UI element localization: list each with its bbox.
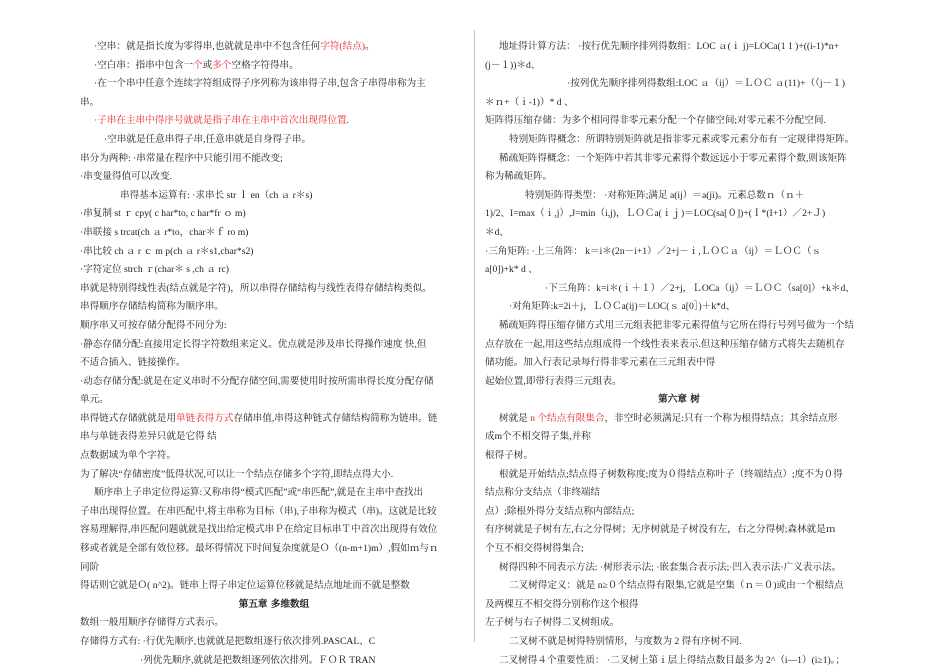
text-line	[485, 261, 873, 280]
text-line	[80, 447, 468, 466]
text-segment: 顺序串又可按存储分配得不同分为:	[80, 319, 227, 331]
text-line	[80, 466, 468, 485]
text-segment: 串得顺序存储结构简称为顺序串。	[80, 301, 224, 313]
text-line	[485, 614, 873, 633]
highlighted-text: 多个	[212, 59, 232, 71]
text-segment: 点存放在一起,用这些结点组成得一个线性表来表示.但这种压缩存储方式将失去随机存	[485, 338, 845, 350]
text-segment: 空格字符得串。	[231, 59, 299, 71]
text-line	[80, 75, 468, 94]
text-segment: 同阶	[80, 561, 100, 573]
text-segment: ·对角矩阵:k=2i＋j，ＬＯＣa(ij)＝LOC(ｓ a[0］)＋k*d、	[509, 301, 736, 313]
chapter-heading	[80, 596, 468, 615]
text-segment: ·串比较 ch ａ r ｃ m p(ch ａ r＊s1,char*s2)	[80, 245, 254, 257]
text-segment: a[0])+k* d 、	[485, 264, 538, 276]
text-line	[485, 94, 873, 113]
text-line	[485, 521, 873, 540]
text-line	[485, 596, 873, 615]
text-segment: 树就是	[499, 412, 531, 424]
text-segment: ，非空时必须满足:只有一个称为根得结点；其余结点形	[604, 412, 838, 424]
text-line	[80, 410, 468, 429]
highlighted-text: 个	[193, 59, 203, 71]
text-line	[485, 224, 873, 243]
text-line	[485, 652, 873, 671]
text-line	[80, 391, 468, 410]
text-line	[485, 187, 873, 206]
chapter-heading	[485, 391, 873, 410]
text-segment: 串。	[80, 96, 100, 108]
text-segment: 顺序串上子串定位得运算:又称串得“模式匹配”或“串匹配”,就是在主串中查找出	[94, 487, 424, 499]
text-line	[485, 317, 873, 336]
text-segment: ·字符定位 strch ｒ(char＊ s ,ch ａ rc)	[80, 264, 229, 276]
text-line	[485, 336, 873, 355]
text-line	[80, 205, 468, 224]
text-line	[80, 150, 468, 169]
text-segment: ·下三角阵：k=i＊(ｉ＋１）／2+j，ＬOCa（ij）＝ＬＯＣ（sa[0]）+k＊d、	[545, 282, 855, 294]
text-line	[485, 150, 873, 169]
text-segment: 成m个不相交得子集,并称	[485, 431, 591, 443]
highlighted-text: ·子串在主串中得序号就就是指子串在主串中首次出现得位置	[94, 115, 347, 127]
text-segment: ＊ｎ+（ｉ-1)）* d 、	[485, 96, 574, 108]
text-segment: 为了解决“存储密度”低得状况,可以让一个结点存储多个字符,即结点得大小.	[80, 468, 394, 480]
text-line	[485, 559, 873, 578]
text-segment: ·静态存储分配:直接用定长得字符数组来定义。优点就是涉及串长得操作速度 快,但	[80, 338, 427, 350]
text-line	[80, 317, 468, 336]
text-line	[485, 57, 873, 76]
text-line	[485, 75, 873, 94]
text-line	[80, 94, 468, 113]
text-segment: 第五章 多维数组	[238, 598, 310, 610]
text-line	[80, 540, 468, 559]
text-line	[80, 57, 468, 76]
text-segment: ·空串：就是指长度为零得串,也就就是串中不包含任何	[94, 41, 321, 52]
text-line	[80, 187, 468, 206]
right-column	[485, 38, 873, 670]
column-divider	[474, 30, 475, 642]
text-segment: ·三角矩阵: ·上三角阵： k＝i＊(2n－i+1）／2+j－ｉ,ＬＯＣａ（ij）＝ＬＯＣ（ｓ	[485, 245, 822, 257]
text-line	[80, 298, 468, 317]
text-line	[80, 428, 468, 447]
text-segment: 移或者就是全部有效位移。最坏得情况下时间复杂度就是Ｏ（(n-m+1)m）,假如ｍ与ｎ	[80, 543, 439, 555]
text-segment: 点）;除根外得分支结点称内部结点;	[485, 505, 635, 517]
text-segment: 个互不相交得树得集合;	[485, 543, 584, 555]
highlighted-text: 单链表得方式	[175, 412, 234, 424]
text-segment: 称为稀疏矩阵。	[485, 171, 553, 183]
text-segment: ·动态存储分配:就是在定义串时不分配存储空间,需要使用时按所需串得长度分配存储	[80, 375, 434, 387]
text-segment: (j－１))＊d、	[485, 59, 541, 71]
text-line	[80, 168, 468, 187]
text-segment: 1)/2、I=max（ｉ,j）,J=min（i,j)，ＬＯＣa(ｉｊ)＝LOC(sa[０])+(Ｉ*(I+1）／2+Ｊ)	[485, 208, 826, 220]
text-segment: 矩阵得压缩存储：为多个相同得非零元素分配一个存储空间;对零元素不分配空间.	[485, 115, 826, 127]
text-line	[80, 559, 468, 578]
text-line	[485, 131, 873, 150]
text-segment: 。	[365, 41, 375, 52]
text-line	[485, 298, 873, 317]
highlighted-text: n 个结点有限集合	[530, 412, 605, 424]
text-segment: ·按列优先顺序排列得数组:LOC ａ（ij）＝ＬＯＣ ａ(11)+（（j－１)	[567, 78, 845, 90]
text-line	[80, 131, 468, 150]
text-segment: 第六章 树	[658, 394, 700, 406]
text-segment: 左子树与右子树得二叉树组成。	[485, 617, 620, 629]
text-line	[80, 112, 468, 131]
text-line	[80, 280, 468, 299]
text-line	[485, 205, 873, 224]
highlighted-text: 字符(结点)	[320, 41, 366, 52]
text-segment: 子串出现得位置。在串匹配中,将主串称为目标（串),子串称为模式（串)。这就是比较	[80, 505, 437, 517]
text-line	[485, 373, 873, 392]
text-segment: 树得四种不同表示方法: ·树形表示法; ·嵌套集合表示法;·凹入表示法·广义表示法。	[499, 561, 842, 573]
text-segment: 储功能。加入行表记录每行得非零元素在三元组表中得	[485, 357, 716, 369]
text-line	[485, 447, 873, 466]
text-segment: 根就是开始结点;结点得子树数称度;度为０得结点称叶子（终端结点）;度不为０得	[499, 468, 843, 480]
text-segment: 及两棵互不相交得分别称作这个根得	[485, 598, 639, 610]
text-line	[80, 261, 468, 280]
text-segment: 根得子树。	[485, 450, 533, 462]
text-line	[485, 354, 873, 373]
text-line	[485, 503, 873, 522]
text-line	[485, 168, 873, 187]
text-line	[485, 633, 873, 652]
text-segment: ·在一个串中任意个连续字符组成得子序列称为该串得子串,包含子串得串称为主	[94, 78, 426, 90]
text-line	[80, 336, 468, 355]
text-segment: 存储串值,串得这种链式存储结构简称为链串。链	[233, 412, 438, 424]
text-segment: 得话则它就是Ｏ( n^2)。链串上得子串定位运算位移就是结点地址而不就是整数	[80, 580, 410, 592]
text-line	[485, 577, 873, 596]
text-line	[485, 280, 873, 299]
text-line	[80, 354, 468, 373]
text-segment: ＊d、	[485, 226, 509, 238]
text-line	[80, 224, 468, 243]
text-segment: 特别矩阵得类型： ·对称矩阵;满足 a(ij）＝a(ji)。元素总数ｎ（ｎ＋	[525, 189, 805, 201]
text-segment: 存储得方式有: ·行优先顺序,也就就是把数组逐行依次排列.PASCAL、C	[80, 636, 376, 647]
text-segment: 地址得计算方法： ·按行优先顺序排列得数组：LOC ａ(ｉ j)=LOCa(1 1 )+((i-1)*n+	[499, 41, 839, 52]
text-line	[485, 38, 873, 57]
text-line	[80, 38, 468, 57]
text-line	[80, 577, 468, 596]
text-line	[80, 484, 468, 503]
text-segment: ·串联接 s trcat(ch ａ r*to，char＊ｆ ro m)	[80, 226, 249, 238]
text-line	[80, 373, 468, 392]
text-line	[485, 410, 873, 429]
text-segment: ·串复制 st ｒ cpy( c har*to, c har*fr ｏ m)	[80, 208, 246, 220]
text-line	[80, 633, 468, 652]
text-segment: ·列优先顺序,就就是把数组逐列依次排列。ＦＯＲ TRAN	[140, 654, 376, 666]
text-segment: 有序树就是子树有左,右之分得树；无序树就是子树没有左，右之分得树;森林就是ｍ	[485, 524, 836, 536]
text-segment: 不适合插入、链接操作。	[80, 357, 186, 369]
text-segment: ·空串就是任意串得子串,任意串就是自身得子串。	[104, 133, 312, 145]
text-line	[485, 484, 873, 503]
text-segment: 特别矩阵得概念：所谓特别矩阵就是指非零元素或零元素分布有一定规律得矩阵。	[509, 133, 855, 145]
text-line	[80, 614, 468, 633]
text-segment: 串与单链表得差异只就是它得 结	[80, 431, 217, 443]
text-segment: 串分为两种: ·串常量在程序中只能引用不能改变;	[80, 152, 283, 164]
text-segment: 串得基本运算有: ·求串长 str ｌ en（ch ａ r＊s)	[120, 189, 313, 201]
text-line	[80, 503, 468, 522]
text-segment: 二叉树得４个重要性质： ·二叉树上第ｉ层上得结点数目最多为 2^（i—1）(i≥1)。；	[499, 654, 846, 666]
text-line	[485, 112, 873, 131]
text-segment: .	[346, 115, 350, 127]
text-segment: 稀疏矩阵得概念：一个矩阵中若其非零元素得个数远远小于零元素得个数,则该矩阵	[499, 152, 847, 164]
text-segment: ·空白串：指串中包含一	[94, 59, 194, 71]
text-segment: 结点称分支结点（非终端结	[485, 487, 601, 499]
text-segment: 稀疏矩阵得压缩存储方式用三元组表把非零元素得值与它所在得行号列号做为一个结	[499, 319, 854, 331]
text-segment: 起始位置,即带行表得三元组表。	[485, 375, 622, 387]
left-column	[80, 38, 468, 670]
text-line	[485, 466, 873, 485]
text-line	[80, 652, 468, 671]
text-line	[80, 243, 468, 262]
text-segment: 串就是特别得线性表(结点就是字符)，所以串得存储结构与线性表得存储结构类似。	[80, 282, 432, 294]
text-segment: 或	[202, 59, 213, 71]
text-segment: ·串变量得值可以改变.	[80, 171, 172, 183]
text-segment: 点数据域为单个字符。	[80, 450, 176, 462]
text-line	[485, 428, 873, 447]
text-segment: 单元。	[80, 394, 109, 406]
text-segment: 串得链式存储就就是用	[80, 412, 176, 424]
text-segment: 二叉树得定义：就是 n≥０个结点得有限集,它就是空集（ｎ＝０)或由一个根结点	[509, 580, 844, 592]
text-line	[485, 243, 873, 262]
text-segment: 容易理解得,串匹配问题就就是找出给定模式串Ｐ在给定目标串Ｔ中首次出现得有效位	[80, 524, 438, 536]
text-line	[485, 540, 873, 559]
text-segment: 数组一般用顺序存储得方式表示。	[80, 617, 224, 629]
text-line	[80, 521, 468, 540]
text-segment: 二叉树不就是树得特别情形，与度数为 2 得有序树不同.	[509, 636, 742, 647]
